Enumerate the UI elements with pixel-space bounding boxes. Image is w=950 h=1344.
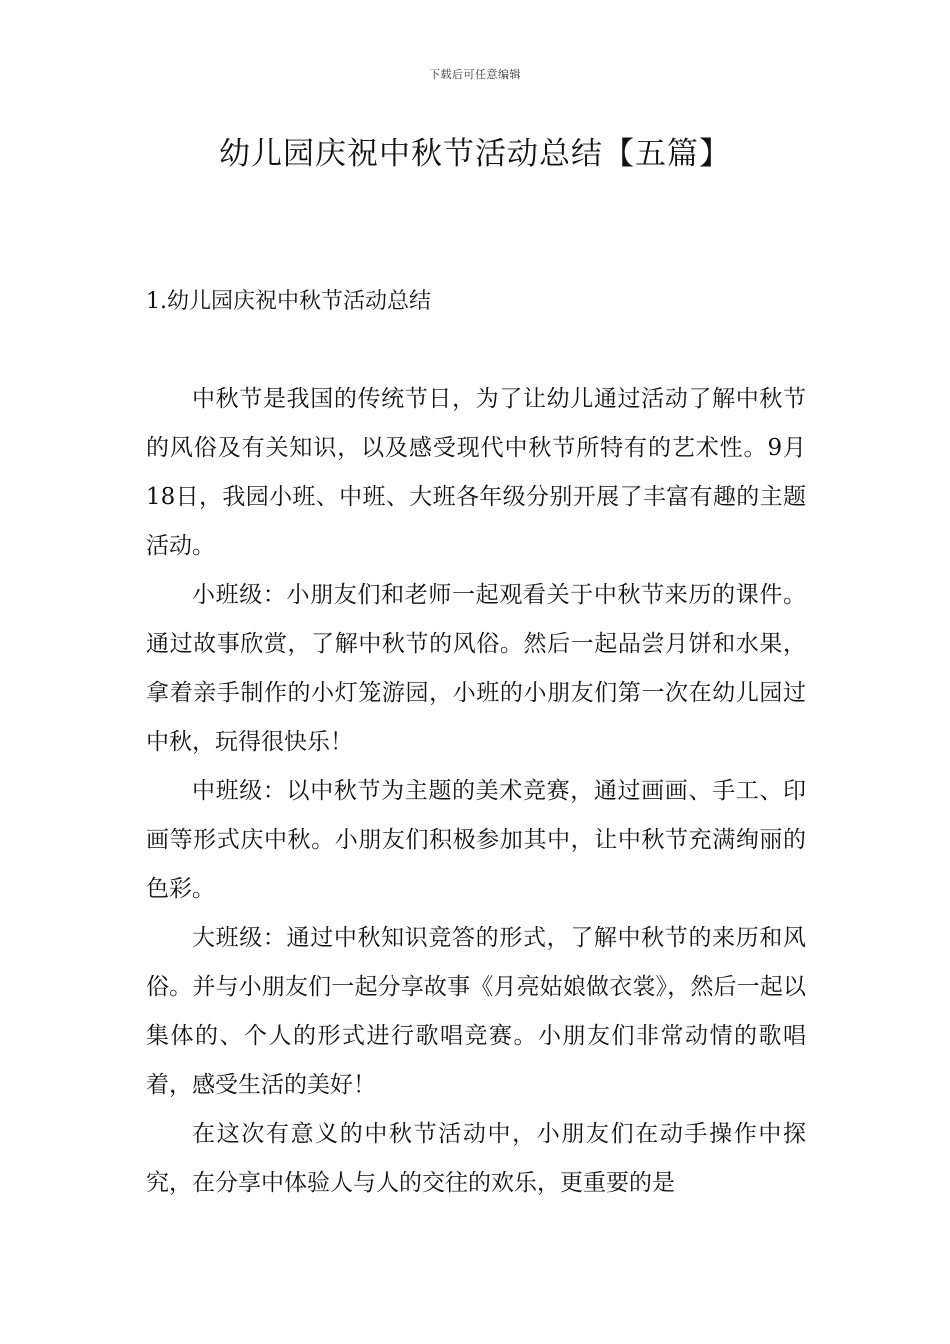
- paragraph-large-class: 大班级：通过中秋知识竞答的形式，了解中秋节的来历和风俗。并与小朋友们一起分享故事《月亮姑娘做衣裳》，然后一起以集体的、个人的形式进行歌唱竞赛。小朋友们非常动情的歌唱着，感受生活的美好！: [146, 925, 806, 1098]
- paragraph-small-class: 小班级：小朋友们和老师一起观看关于中秋节来历的课件。通过故事欣赏，了解中秋节的风俗。然后一起品尝月饼和水果，拿着亲手制作的小灯笼游园，小班的小朋友们第一次在幼儿园过中秋，玩得很快乐！: [146, 582, 806, 755]
- paragraph-middle-class: 中班级：以中秋节为主题的美术竞赛，通过画画、手工、印画等形式庆中秋。小朋友们积极参加其中，让中秋节充满绚丽的色彩。: [146, 778, 806, 902]
- paragraph-conclusion: 在这次有意义的中秋节活动中，小朋友们在动手操作中探究，在分享中体验人与人的交往的欢乐，更重要的是: [146, 1121, 806, 1196]
- paragraph-intro: 中秋节是我国的传统节日，为了让幼儿通过活动了解中秋节的风俗及有关知识，以及感受现代中秋节所特有的艺术性。9月18日，我园小班、中班、大班各年级分别开展了丰富有趣的主题活动。: [146, 386, 806, 559]
- section-heading: 1.幼儿园庆祝中秋节活动总结: [146, 289, 431, 314]
- document-body: [146, 375, 806, 1208]
- header-note: 下载后可任意编辑: [429, 68, 521, 81]
- document-title: 幼儿园庆祝中秋节活动总结【五篇】: [219, 136, 731, 172]
